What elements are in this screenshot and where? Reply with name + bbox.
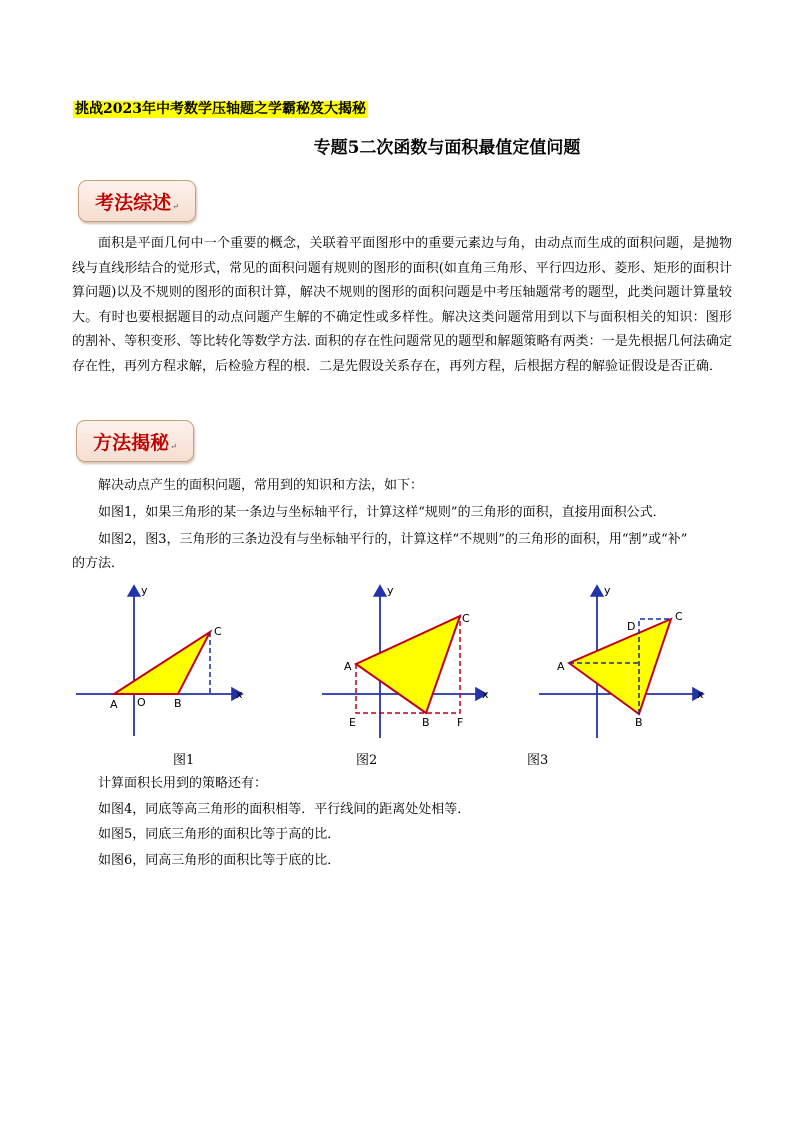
- series-header-tag: 挑战2023年中考数学压轴题之学霸秘笈大揭秘: [75, 101, 366, 117]
- strategies-intro: 计算面积长用到的策略还有：: [98, 776, 268, 791]
- section-label-overview-text: 考法综述: [95, 191, 172, 214]
- figure-3-caption: 图3: [527, 753, 549, 768]
- label-c: C: [214, 625, 222, 638]
- label-y: y: [387, 584, 394, 597]
- label-y: y: [141, 584, 148, 597]
- strategy-fig-5: 如图5，同底三角形的面积比等于高的比．: [98, 827, 341, 842]
- section-label-methods-text: 方法揭秘: [93, 431, 170, 454]
- methods-line-2: 如图1，如果三角形的某一条边与坐标轴平行，计算这样“规则”的三角形的面积，直接用面积公式．: [98, 505, 666, 520]
- figure-2-caption: 图2: [356, 753, 378, 768]
- paragraph-mark-icon: ↵: [172, 202, 179, 211]
- label-o: O: [137, 696, 146, 709]
- triangle-abc: [569, 619, 671, 714]
- paragraph-mark-icon: ↵: [170, 442, 177, 451]
- label-a: A: [110, 698, 118, 711]
- label-c: C: [675, 610, 683, 623]
- label-a: A: [557, 660, 565, 673]
- figure-1-diagram: [70, 580, 250, 740]
- label-x: x: [236, 688, 243, 701]
- figure-3-diagram: [535, 580, 715, 740]
- strategy-fig-6: 如图6，同高三角形的面积比等于底的比．: [98, 853, 341, 868]
- label-a: A: [344, 660, 352, 673]
- label-y: y: [604, 584, 611, 597]
- label-d: D: [627, 620, 636, 633]
- methods-line-3-cont: 的方法．: [72, 556, 125, 571]
- triangle-abc: [356, 616, 460, 713]
- methods-line-3: 如图2，图3，三角形的三条边没有与坐标轴平行的，计算这样“不规则”的三角形的面积，用“割”或“补”: [98, 532, 688, 547]
- label-x: x: [482, 688, 489, 701]
- figure-2-diagram: [318, 580, 498, 740]
- label-x: x: [697, 688, 704, 701]
- label-f: F: [457, 716, 464, 729]
- label-c: C: [462, 612, 470, 625]
- label-b: B: [422, 716, 430, 729]
- section-label-methods: [76, 420, 194, 462]
- label-b: B: [635, 716, 643, 729]
- strategy-fig-4: 如图4，同底等高三角形的面积相等．平行线间的距离处处相等．: [98, 802, 471, 817]
- page-title: 专题5二次函数与面积最值定值问题: [313, 138, 581, 158]
- figure-1-caption: 图1: [173, 753, 195, 768]
- label-e: E: [349, 716, 356, 729]
- label-b: B: [174, 697, 182, 710]
- triangle-abc: [114, 632, 210, 694]
- methods-line-1: 解决动点产生的面积问题，常用到的知识和方法，如下：: [98, 478, 424, 493]
- overview-paragraph: 面积是平面几何中一个重要的概念，关联着平面图形中的重要元素边与角，由动点而生成的面积问题，是抛物线与直线形结合的觉形式，常见的面积问题有规则的图形的面积(如直角三角形、平行四边形、菱形、矩形的面积计算问题)以及不规则的图形的面积计算，解决不规则的图形的面积问题是中考压轴题常考的题型，此类问题计算量较大。有时也要根据题目的动点问题产生解的不确定性或多样性。解决这类问题常用到以下与面积相关的知识：图形的割补、等积变形、等比转化等数学方法. 面积的存在性问题常见的题型和解题策略有两类：一是先根据几何法确定存在性，再列方程求解，后检验方程的根．二是先假设关系存在，再列方程，后根据方程的解验证假设是否正确．: [72, 236, 732, 374]
- section-label-overview: [78, 180, 196, 222]
